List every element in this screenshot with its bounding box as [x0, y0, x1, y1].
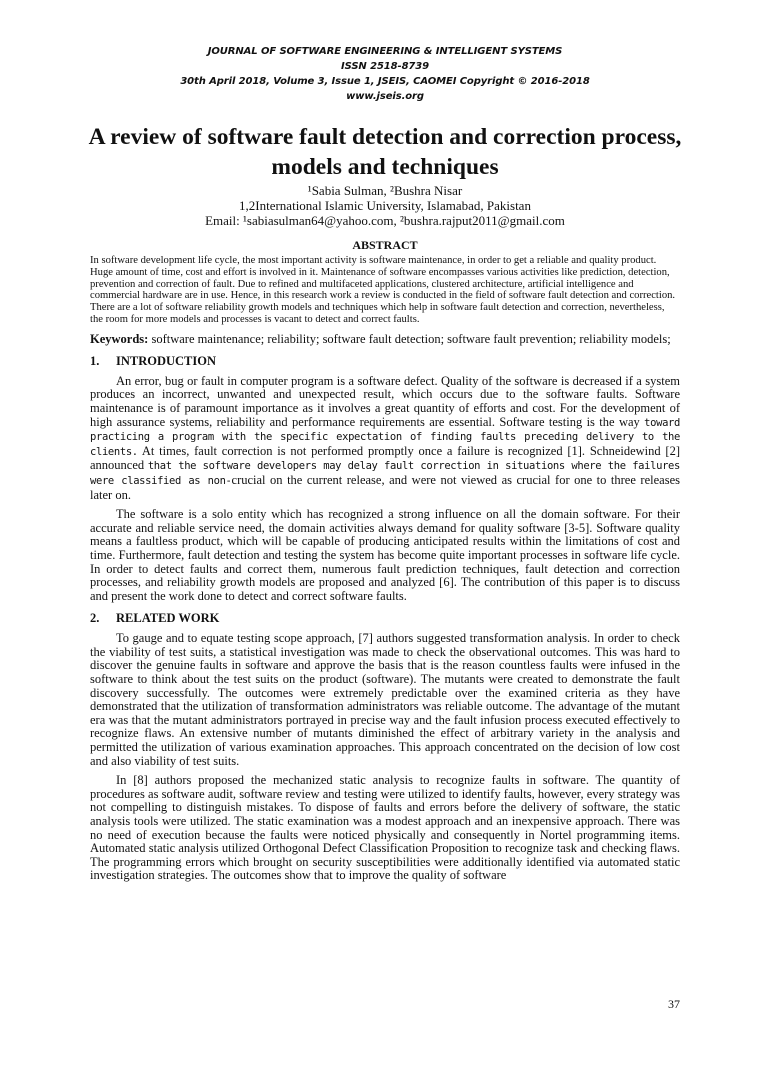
paragraph-text: crucial on the current release, and were not viewed as crucial for one to three releases later on. — [90, 472, 680, 502]
paragraph: In [8] authors proposed the mechanized static analysis to recognize faults in software. The quantity of procedures as software audit, software review and testing were utilized to identify faults, however, every strategy was not compelling to distinguish mistakes. To dispose of faults and errors before the delivery of software, the static analysis tools were utilized. The static examination was a modest approach and an inexpensive approach. There was no need of execution because the faults were noticed physically and consequently in Nortel programming items. Automated static analysis utilized Orthogonal Defect Classification Proposition to recognize task and checking flaws. The programming errors which brought on security susceptibilities were additionally identified via automated static investigation strategies. The outcomes show that to improve the quality of software — [90, 773, 680, 883]
section-heading-related-work — [90, 611, 680, 626]
paragraph-text-alt-font: that the software developers may delay fault correction in situations where the failures were classified as non- — [90, 460, 680, 487]
keywords-list: software maintenance; reliability; software fault detection; software fault prevention; reliability models; — [151, 331, 671, 346]
paragraph-text-alt-font: toward practicing a program with the specific expectation of finding faults preceding delivery to the clients. — [90, 416, 680, 458]
paper-page — [0, 44, 768, 1068]
author-affiliation: 1,2International Islamic University, Islamabad, Pakistan — [239, 198, 531, 213]
journal-header — [90, 44, 680, 104]
journal-url: www.jseis.org — [346, 91, 424, 102]
section-title: INTRODUCTION — [116, 353, 217, 368]
paragraph-text: An error, bug or fault in computer program is a software defect. Quality of the software is decreased if a system produces an incorrect, unwanted and unexpected result, which occurs due to the software faults. Software maintenance is of paramount importance as it involves a great quantity of efforts and cost. For the development of high assurance systems, reliability and performance requirements are essential. Software testing is the way — [90, 373, 680, 429]
paragraph: The software is a solo entity which has recognized a strong influence on all the domain software. For their accurate and reliable service need, the domain activities always demand for quality software [3-5]. Software quality means a faultless product, which will be capable of producing anticipated results within the limitations of cost and time. Furthermore, fault detection and testing the system has become quite important processes in software life cycle. In order to detect faults and correct them, numerous fault prediction techniques, fault detection and correction processes, and reliability growth models are proposed and analyzed [6]. The contribution of this paper is to discuss and present the work done to detect and correct software faults. — [90, 507, 680, 603]
journal-name: JOURNAL OF SOFTWARE ENGINEERING & INTELLIGENT SYSTEMS — [207, 46, 563, 57]
abstract-text: In software development life cycle, the most important activity is software maintenance, in order to get a reliable and quality product. Huge amount of time, cost and effort is involved in it. Maintenance of software encompasses various activities like prediction, detection, prevention and correction of fault. Due to refined and multifaceted applications, clustered architecture, artificial intelligence and commercial hardware are in use. Hence, in this research work a review is conducted in the field of software fault detection and correction. There are a lot of software reliability growth models and techniques which help in software fault detection and correction, nevertheless, the room for more models and processes is vacant to detect and correct faults. — [90, 255, 676, 325]
abstract-heading: ABSTRACT — [352, 238, 418, 252]
author-email: Email: ¹sabiasulman64@yahoo.com, ²bushra.rajput2011@gmail.com — [205, 213, 565, 228]
keywords — [90, 332, 680, 346]
author-block — [90, 183, 680, 228]
keywords-label: Keywords: — [90, 331, 149, 346]
section-title: RELATED WORK — [116, 611, 220, 626]
paragraph-text: At times, fault correction is not performed promptly once a failure is recognized [1]. Schneidewind [2] announced — [90, 443, 680, 473]
paragraph: To gauge and to equate testing scope approach, [7] authors suggested transformation analysis. In order to check the viability of test suits, a statistical investigation was made to check the observational outcomes. This was hard to discover the genuine faults in software and approve the basis that is the reason countless faults were infused in the software to think about the test suits on the product (software). The mutants were created to demonstrate the fault discovery successfully. The outcomes were extremely predictable over the examined criteria as they have demonstrated that the utilization of transformation administrators was reliable outcome. The advantage of the mutant era was that the mutant administrators portrayed in precise way and the fault infusion process executed effectively to recognize flaws. An extensive number of mutants diminished the effect of arbitrary variety in the analysis and permitted the utilization of various examination approaches. This approach concentrated on the decision of low cost and also viability of test suits. — [90, 631, 680, 768]
section-number: 1. — [90, 353, 100, 368]
page-number: 37 — [668, 997, 680, 1011]
journal-issn: ISSN 2518-8739 — [340, 61, 430, 72]
author-names: ¹Sabia Sulman, ²Bushra Nisar — [307, 183, 463, 198]
paragraph — [90, 375, 680, 502]
paper-title: A review of software fault detection and correction process, models and techniques — [88, 124, 682, 180]
journal-issue: 30th April 2018, Volume 3, Issue 1, JSEIS, CAOMEI Copyright © 2016-2018 — [180, 76, 590, 87]
section-heading-introduction — [90, 354, 680, 369]
section-number: 2. — [90, 611, 100, 626]
